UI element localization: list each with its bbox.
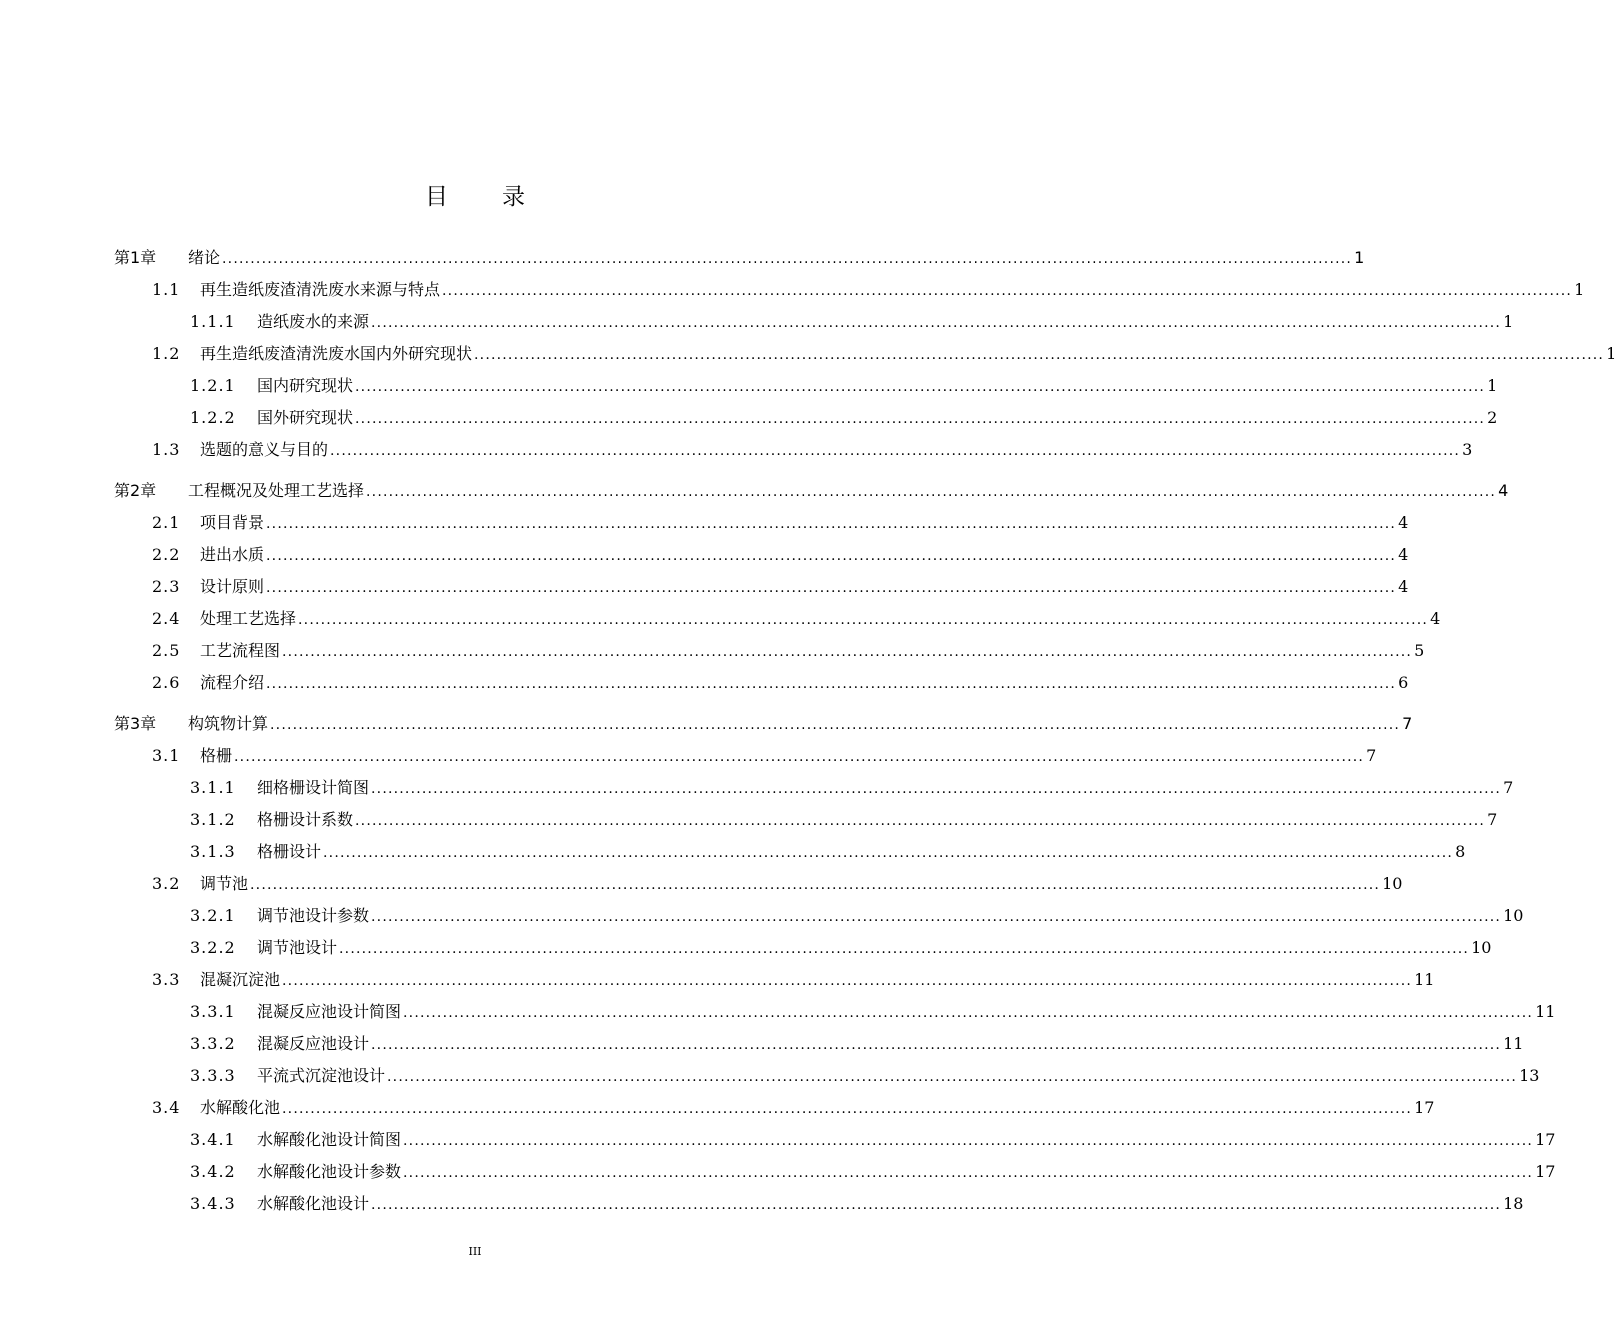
toc-entry-title: 项目背景: [200, 513, 265, 532]
toc-leader-dots: ........................................................................................................................................................................................................: [403, 1133, 1534, 1149]
toc-entry-number: 1.2: [152, 344, 181, 363]
toc-entry-title: 国外研究现状: [257, 408, 354, 427]
toc-entry-title: 进出水质: [200, 545, 265, 564]
title-char-1: 目: [425, 184, 448, 210]
toc-entry-number: 第1章: [114, 248, 157, 267]
toc-entry-page: 6: [1398, 673, 1409, 692]
toc-entry-page: 11: [1535, 1002, 1556, 1021]
toc-leader-dots: ........................................................................................................................................................................................................: [330, 443, 1461, 459]
toc-entry-page: 5: [1414, 641, 1425, 660]
toc-entry-page: 1: [1574, 280, 1585, 299]
toc-entry[interactable]: [190, 934, 1492, 958]
toc-entry-title: 工艺流程图: [200, 641, 281, 660]
toc-leader-dots: ........................................................................................................................................................................................................: [222, 251, 1353, 267]
toc-entry[interactable]: [190, 404, 1498, 428]
toc-entry[interactable]: [190, 902, 1524, 926]
toc-entry-title: 水解酸化池设计: [257, 1194, 370, 1213]
toc-entry-number: 3.2.2: [190, 938, 236, 957]
toc-entry[interactable]: [190, 1062, 1540, 1086]
toc-entry-title: 调节池设计: [257, 938, 338, 957]
toc-entry-page: 11: [1414, 970, 1435, 989]
toc-entry-page: 7: [1503, 778, 1514, 797]
toc-leader-dots: ........................................................................................................................................................................................................: [371, 1037, 1502, 1053]
toc-entry-title: 混凝反应池设计简图: [257, 1002, 402, 1021]
toc-entry-number: 3.4.2: [190, 1162, 236, 1181]
toc-leader-dots: ........................................................................................................................................................................................................: [270, 717, 1401, 733]
toc-entry-number: 3.1.1: [190, 778, 236, 797]
toc-entry[interactable]: [190, 308, 1514, 332]
toc-entry-number: 3.2.1: [190, 906, 236, 925]
title-char-2: 录: [502, 184, 525, 210]
toc-entry-number: 3.1.3: [190, 842, 236, 861]
toc-leader-dots: ........................................................................................................................................................................................................: [355, 813, 1486, 829]
toc-entry-number: 1.2.1: [190, 376, 236, 395]
toc-entry-number: 3.1.2: [190, 810, 236, 829]
toc-entry-page: 17: [1535, 1162, 1556, 1181]
toc-entry-title: 流程介绍: [200, 673, 265, 692]
toc-leader-dots: ........................................................................................................................................................................................................: [282, 1101, 1413, 1117]
toc-entry-title: 造纸废水的来源: [257, 312, 370, 331]
toc-entry-title: 处理工艺选择: [200, 609, 297, 628]
toc-leader-dots: ........................................................................................................................................................................................................: [387, 1069, 1518, 1085]
toc-entry-title: 调节池设计参数: [257, 906, 370, 925]
toc-entry-page: 8: [1455, 842, 1466, 861]
toc-entry-number: 1.2.2: [190, 408, 236, 427]
toc-entry-number: 2.5: [152, 641, 181, 660]
toc-entry[interactable]: [152, 966, 1435, 990]
toc-leader-dots: ........................................................................................................................................................................................................: [250, 877, 1381, 893]
toc-leader-dots: ........................................................................................................................................................................................................: [474, 347, 1605, 363]
toc-entry-number: 3.4: [152, 1098, 181, 1117]
toc-entry-page: 1: [1503, 312, 1514, 331]
toc-leader-dots: ........................................................................................................................................................................................................: [355, 411, 1486, 427]
toc-entry[interactable]: [152, 509, 1409, 533]
toc-leader-dots: ........................................................................................................................................................................................................: [234, 749, 1365, 765]
page-number: III: [468, 1245, 482, 1258]
toc-entry[interactable]: [190, 1126, 1556, 1150]
toc-leader-dots: ........................................................................................................................................................................................................: [282, 973, 1413, 989]
toc-entry[interactable]: [190, 806, 1498, 830]
toc-entry-page: 4: [1398, 545, 1409, 564]
toc-entry[interactable]: [114, 710, 1413, 734]
toc-entry-number: 3.3.3: [190, 1066, 236, 1085]
toc-entry[interactable]: [152, 637, 1425, 661]
toc-entry-page: 7: [1366, 746, 1377, 765]
toc-entry[interactable]: [114, 477, 1509, 501]
toc-entry-title: 水解酸化池设计参数: [257, 1162, 402, 1181]
toc-entry-title: 工程概况及处理工艺选择: [188, 481, 365, 500]
toc-leader-dots: ........................................................................................................................................................................................................: [266, 516, 1397, 532]
toc-leader-dots: ........................................................................................................................................................................................................: [371, 1197, 1502, 1213]
toc-entry-title: 选题的意义与目的: [200, 440, 329, 459]
toc-entry[interactable]: [152, 669, 1409, 693]
toc-entry-title: 混凝沉淀池: [200, 970, 281, 989]
toc-entry-page: 4: [1498, 481, 1509, 500]
toc-entry-number: 3.2: [152, 874, 181, 893]
toc-entry-page: 10: [1471, 938, 1492, 957]
toc-entry-page: 10: [1503, 906, 1524, 925]
toc-entry-number: 3.1: [152, 746, 181, 765]
toc-entry[interactable]: [190, 1030, 1524, 1054]
toc-entry-title: 水解酸化池: [200, 1098, 281, 1117]
toc-entry[interactable]: [190, 1158, 1556, 1182]
toc-entry-number: 第2章: [114, 481, 157, 500]
toc-entry-page: 2: [1487, 408, 1498, 427]
toc-leader-dots: ........................................................................................................................................................................................................: [403, 1005, 1534, 1021]
toc-entry[interactable]: [152, 276, 1585, 300]
toc-entry-number: 1.1.1: [190, 312, 236, 331]
toc-entry-number: 3.4.1: [190, 1130, 236, 1149]
toc-leader-dots: ........................................................................................................................................................................................................: [282, 644, 1413, 660]
toc-entry-title: 水解酸化池设计简图: [257, 1130, 402, 1149]
toc-entry-page: 1: [1487, 376, 1498, 395]
toc-entry-page: 11: [1503, 1034, 1524, 1053]
toc-entry-title: 调节池: [200, 874, 249, 893]
toc-leader-dots: ........................................................................................................................................................................................................: [403, 1165, 1534, 1181]
toc-entry-number: 2.2: [152, 545, 181, 564]
toc-entry-page: 7: [1487, 810, 1498, 829]
toc-entry-page: 4: [1398, 577, 1409, 596]
toc-entry-title: 构筑物计算: [188, 714, 269, 733]
toc-entry-number: 2.4: [152, 609, 181, 628]
toc-entry-title: 再生造纸废渣清洗废水国内外研究现状: [200, 344, 473, 363]
toc-leader-dots: ........................................................................................................................................................................................................: [371, 781, 1502, 797]
toc-entry-page: 3: [1462, 440, 1473, 459]
toc-entry[interactable]: [190, 998, 1556, 1022]
toc-entry-page: 18: [1503, 1194, 1524, 1213]
toc-entry-page: 4: [1430, 609, 1441, 628]
toc-entry-number: 2.3: [152, 577, 181, 596]
toc-leader-dots: ........................................................................................................................................................................................................: [266, 580, 1397, 596]
toc-entry[interactable]: [152, 742, 1377, 766]
toc-leader-dots: ........................................................................................................................................................................................................: [266, 548, 1397, 564]
toc-entry-title: 细格栅设计简图: [257, 778, 370, 797]
toc-entry[interactable]: [152, 541, 1409, 565]
toc-leader-dots: ........................................................................................................................................................................................................: [266, 676, 1397, 692]
toc-entry-title: 绪论: [188, 248, 221, 267]
toc-entry-number: 3.4.3: [190, 1194, 236, 1213]
toc-entry[interactable]: [190, 838, 1466, 862]
toc-entry[interactable]: [152, 605, 1441, 629]
toc-entry[interactable]: [152, 436, 1473, 460]
toc-entry-number: 2.1: [152, 513, 181, 532]
toc-entry-page: 1: [1354, 248, 1365, 267]
toc-entry-number: 第3章: [114, 714, 157, 733]
toc-entry[interactable]: [152, 340, 1616, 364]
toc-entry-page: 17: [1414, 1098, 1435, 1117]
toc-entry-title: 国内研究现状: [257, 376, 354, 395]
page-title: [0, 178, 950, 211]
toc-leader-dots: ........................................................................................................................................................................................................: [442, 283, 1573, 299]
toc-entry-page: 7: [1402, 714, 1413, 733]
toc-entry-number: 3.3: [152, 970, 181, 989]
toc-entry-title: 格栅设计系数: [257, 810, 354, 829]
toc-entry[interactable]: [152, 1094, 1435, 1118]
toc-entry[interactable]: [190, 1190, 1524, 1214]
toc-entry[interactable]: [152, 870, 1403, 894]
toc-entry-number: 3.3.2: [190, 1034, 236, 1053]
toc-entry[interactable]: [190, 774, 1514, 798]
toc-entry-page: 17: [1535, 1130, 1556, 1149]
toc-entry[interactable]: [114, 244, 1365, 268]
toc-entry-page: 1: [1606, 344, 1616, 363]
toc-entry-number: 1.3: [152, 440, 181, 459]
toc-leader-dots: ........................................................................................................................................................................................................: [366, 484, 1497, 500]
toc-entry-page: 13: [1519, 1066, 1540, 1085]
toc-leader-dots: ........................................................................................................................................................................................................: [298, 612, 1429, 628]
toc-leader-dots: ........................................................................................................................................................................................................: [371, 909, 1502, 925]
toc-entry[interactable]: [152, 573, 1409, 597]
toc-entry-title: 混凝反应池设计: [257, 1034, 370, 1053]
toc-entry-number: 3.3.1: [190, 1002, 236, 1021]
toc-entry-number: 2.6: [152, 673, 181, 692]
toc-entry-title: 再生造纸废渣清洗废水来源与特点: [200, 280, 441, 299]
toc-entry-title: 平流式沉淀池设计: [257, 1066, 386, 1085]
toc-entry-number: 1.1: [152, 280, 181, 299]
toc-leader-dots: ........................................................................................................................................................................................................: [371, 315, 1502, 331]
toc-entry-page: 10: [1382, 874, 1403, 893]
toc-entry-title: 格栅: [200, 746, 233, 765]
toc-entry-title: 设计原则: [200, 577, 265, 596]
toc-entry-title: 格栅设计: [257, 842, 322, 861]
toc-leader-dots: ........................................................................................................................................................................................................: [323, 845, 1454, 861]
toc-leader-dots: ........................................................................................................................................................................................................: [355, 379, 1486, 395]
toc-entry-page: 4: [1398, 513, 1409, 532]
toc-entry[interactable]: [190, 372, 1498, 396]
toc-leader-dots: ........................................................................................................................................................................................................: [339, 941, 1470, 957]
